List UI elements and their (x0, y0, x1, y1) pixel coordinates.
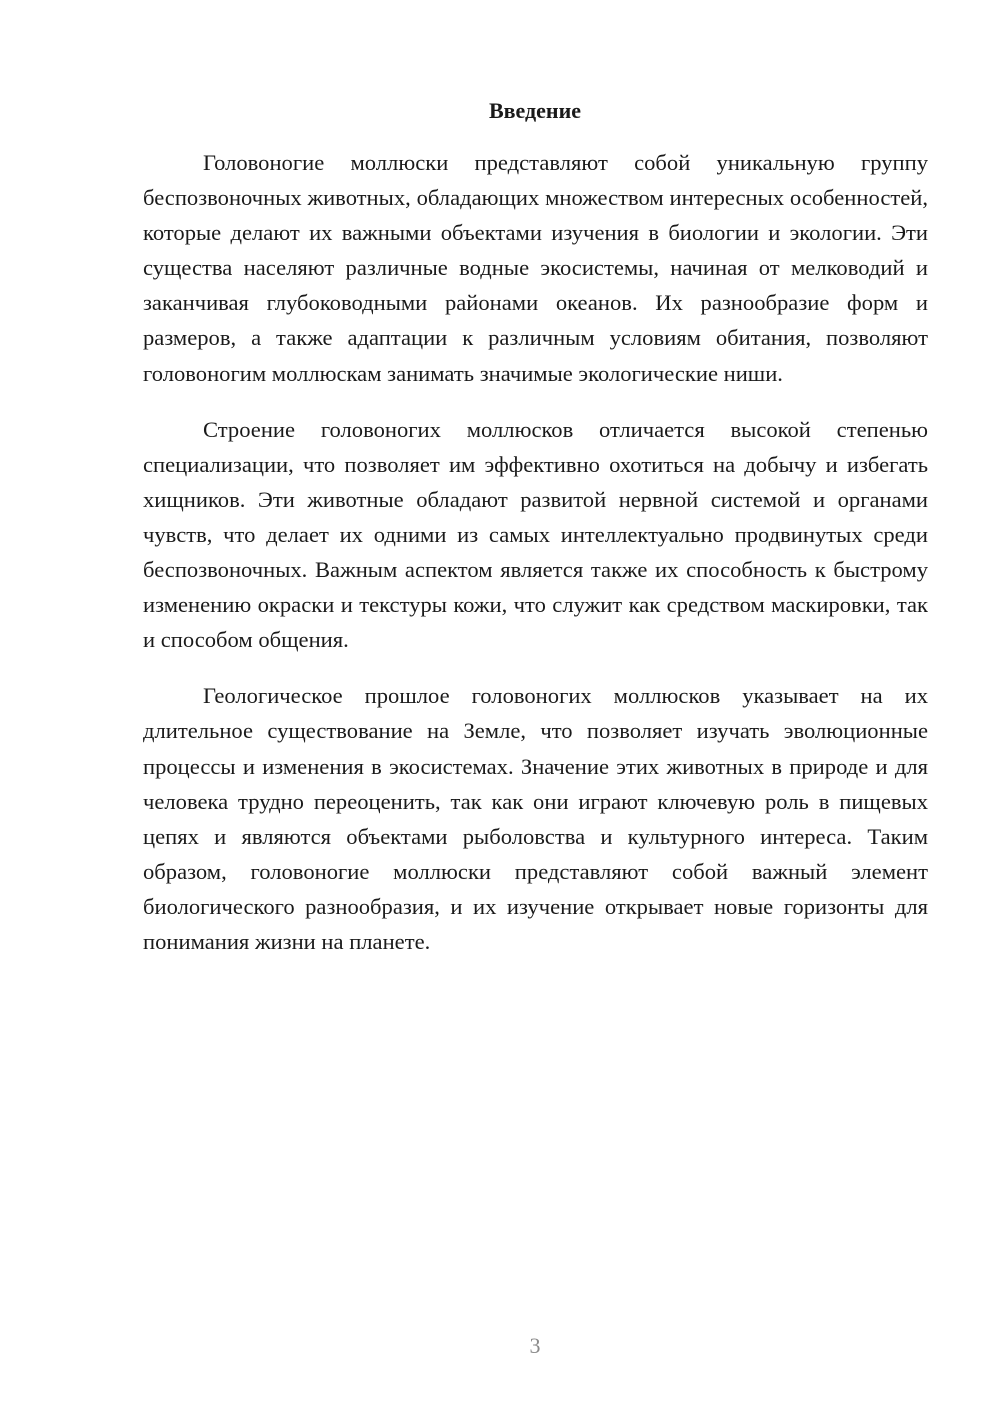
body-text (143, 145, 928, 980)
paragraph-2: Строение головоногих моллюсков отличается высокой степенью специализации, что позволяет им эффективно охотиться на добычу и избегать хищников. Эти животные обладают развитой нервной системой и органами чувств, что делает их одними из самых интеллектуально продвинутых среди беспозвоночных. Важным аспектом является также их способность к быстрому изменению окраски и текстуры кожи, что служит как средством маскировки, так и способом общения. (143, 416, 928, 653)
page-number: 3 (529, 1333, 541, 1358)
section-heading: Введение (488, 98, 582, 123)
paragraph-1: Головоногие моллюски представляют собой уникальную группу беспозвоночных животных, обладающих множеством интересных особенностей, которые делают их важными объектами изучения в биологии и экологии. Эти существа населяют различные водные экосистемы, начиная от мелководий и заканчивая глубоководными районами океанов. Их разнообразие форм и размеров, а также адаптации к различным условиям обитания, позволяют головоногим моллюскам занимать значимые экологические ниши. (143, 150, 928, 386)
paragraph-3: Геологическое прошлое головоногих моллюсков указывает на их длительное существование на Земле, что позволяет изучать эволюционные процессы и изменения в экосистемах. Значение этих животных в природе и для человека трудно переоценить, так как они играют ключевую роль в пищевых цепях и являются объектами рыболовства и культурного интереса. Таким образом, головоногие моллюски представляют собой важный элемент биологического разнообразия, и их изучение открывает новые горизонты для понимания жизни на планете. (143, 683, 928, 954)
